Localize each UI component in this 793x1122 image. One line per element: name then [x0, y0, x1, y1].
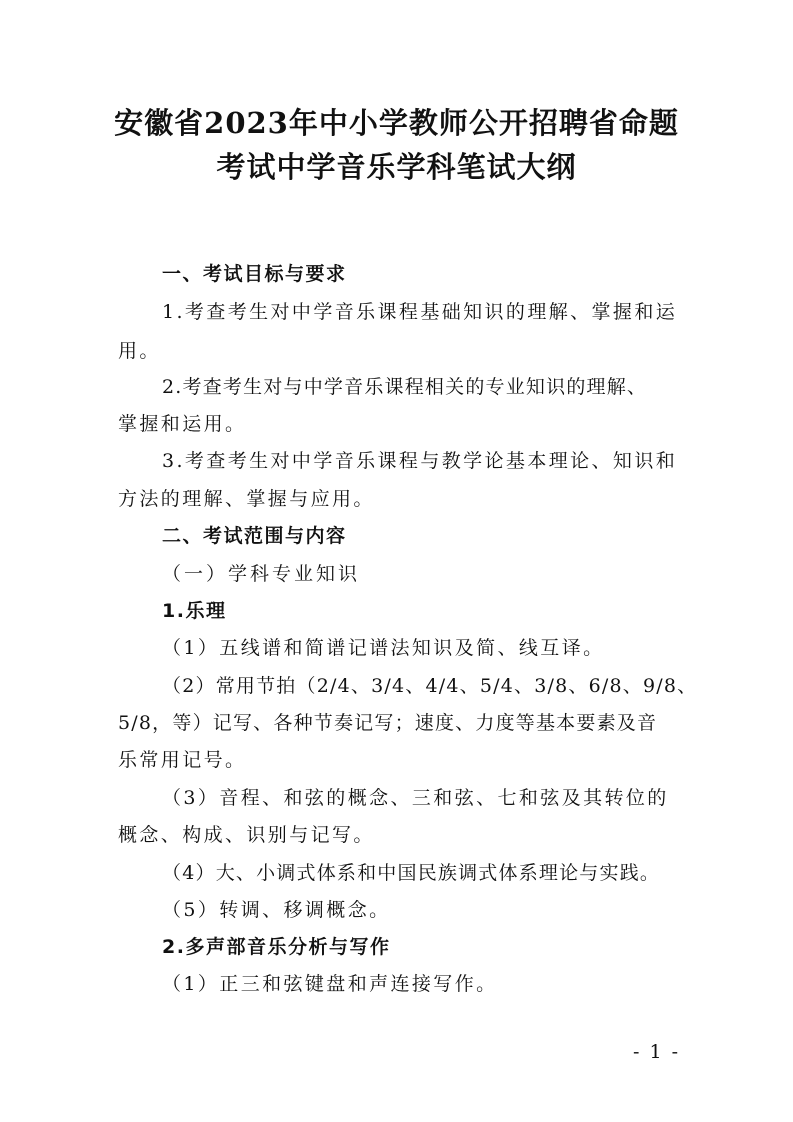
topic1-item1: （1）五线谱和简谱记谱法知识及简、线互译。	[162, 637, 605, 659]
section1-item3-line1: 3.考查考生对中学音乐课程与教学论基本理论、知识和	[162, 450, 678, 472]
topic1-item4: （4）大、小调式体系和中国民族调式体系理论与实践。	[162, 862, 661, 884]
section1-item2-line1: 2.考查考生对与中学音乐课程相关的专业知识的理解、	[162, 376, 648, 398]
section1-item3-line2: 方法的理解、掌握与应用。	[118, 488, 375, 510]
topic2-item1: （1）正三和弦键盘和声连接写作。	[162, 973, 498, 995]
page-number: - 1 -	[632, 1041, 680, 1063]
topic1-heading: 1.乐理	[162, 600, 227, 622]
topic1-item5: （5）转调、移调概念。	[162, 899, 391, 921]
section1-item1-line2: 用。	[118, 340, 161, 362]
document-title-line2: 考试中学音乐学科笔试大纲	[216, 150, 577, 184]
topic1-item3-line2: 概念、构成、识别与记写。	[118, 824, 375, 846]
section2-subheading: （一）学科专业知识	[162, 563, 361, 585]
section1-item2-line2: 掌握和运用。	[118, 413, 247, 435]
topic1-item2-line3: 乐常用记号。	[118, 749, 247, 771]
topic2-heading: 2.多声部音乐分析与写作	[162, 936, 391, 958]
section1-heading: 一、考试目标与要求	[162, 263, 347, 285]
section1-item1-line1: 1.考查考生对中学音乐课程基础知识的理解、掌握和运	[162, 301, 678, 323]
topic1-item2-line1: （2）常用节拍（2/4、3/4、4/4、5/4、3/8、6/8、9/8、	[162, 675, 698, 697]
section2-heading: 二、考试范围与内容	[162, 525, 347, 547]
topic1-item2-line2: 5/8，等）记写、各种节奏记写；速度、力度等基本要素及音	[118, 712, 658, 734]
topic1-item3-line1: （3）音程、和弦的概念、三和弦、七和弦及其转位的	[162, 787, 669, 809]
document-title-line1: 安徽省2023年中小学教师公开招聘省命题	[114, 106, 679, 140]
